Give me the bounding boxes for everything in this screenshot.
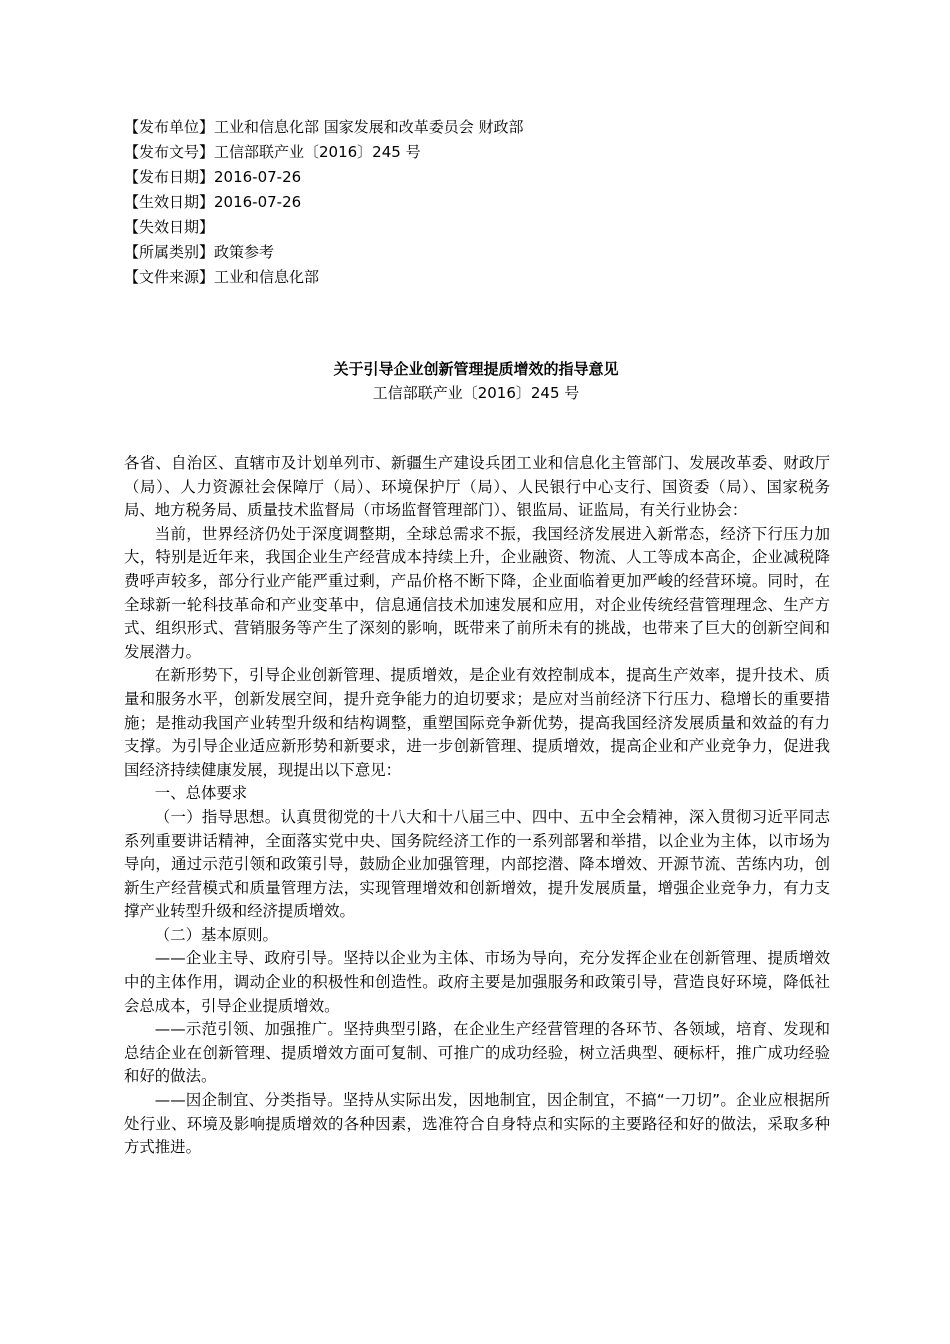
document-title: 关于引导企业创新管理提质增效的指导意见 [333, 360, 619, 378]
meta-doc-number: 【发布文号】工信部联产业〔2016〕245 号 [124, 143, 421, 161]
principle-paragraph: ——因企制宜、分类指导。坚持从实际出发，因地制宜，因企制宜，不搞“一刀切”。企业应根据所处行业、环境及影响提质增效的各种因素，选准符合自身特点和实际的主要路径和好的做法，采取多种方式推进。 [124, 1091, 830, 1157]
meta-source: 【文件来源】工业和信息化部 [124, 268, 320, 286]
body-paragraph: 当前，世界经济仍处于深度调整期，全球总需求不振，我国经济发展进入新常态，经济下行压力加大，特别是近年来，我国企业生产经营成本持续上升，企业融资、物流、人工等成本高企，企业减税降费呼声较多，部分行业产能严重过剩，产品价格不断下降，企业面临着更加严峻的经营环境。同时，在全球新一轮科技革命和产业变革中，信息通信技术加速发展和应用，对企业传统经营管理理念、生产方式、组织形式、营销服务等产生了深刻的影响，既带来了前所未有的挑战，也带来了巨大的创新空间和发展潜力。 [124, 524, 830, 661]
body-paragraph: 在新形势下，引导企业创新管理、提质增效，是企业有效控制成本，提高生产效率，提升技术、质量和服务水平，创新发展空间，提升竞争能力的迫切要求；是应对当前经济下行压力、稳增长的重要措施；是推动我国产业转型升级和结构调整，重塑国际竞争新优势，提高我国经济发展质量和效益的有力支撑。为引导企业适应新形势和新要求，进一步创新管理、提质增效，提高企业和产业竞争力，促进我国经济持续健康发展，现提出以下意见： [124, 666, 830, 779]
document-metadata [124, 115, 824, 290]
document-number: 工信部联产业〔2016〕245 号 [372, 384, 580, 402]
principle-paragraph: ——示范引领、加强推广。坚持典型引路，在企业生产经营管理的各环节、各领域，培育、发现和总结企业在创新管理、提质增效方面可复制、可推广的成功经验，树立活典型、硬标杆，推广成功经验和好的做法。 [124, 1020, 830, 1086]
meta-issuer: 【发布单位】工业和信息化部 国家发展和改革委员会 财政部 [124, 118, 524, 136]
meta-category: 【所属类别】政策参考 [124, 243, 275, 261]
subsection-heading: （二）基本原则。 [154, 925, 278, 944]
section-heading: 一、总体要求 [154, 784, 248, 803]
meta-effective-date: 【生效日期】2016-07-26 [124, 193, 302, 211]
addressee-paragraph: 各省、自治区、直辖市及计划单列市、新疆生产建设兵团工业和信息化主管部门、发展改革委、财政厅（局）、人力资源社会保障厅（局）、环境保护厅（局）、人民银行中心支行、国资委（局）、国家税务局、地方税务局、质量技术监督局（市场监督管理部门）、银监局、证监局，有关行业协会： [124, 454, 830, 520]
principle-paragraph: ——企业主导、政府引导。坚持以企业为主体、市场为导向，充分发挥企业在创新管理、提质增效中的主体作用，调动企业的积极性和创造性。政府主要是加强服务和政策引导，营造良好环境，降低社会总成本，引导企业提质增效。 [124, 949, 830, 1015]
body-paragraph: （一）指导思想。认真贯彻党的十八大和十八届三中、四中、五中全会精神，深入贯彻习近平同志系列重要讲话精神，全面落实党中央、国务院经济工作的一系列部署和举措，以企业为主体，以市场为导向，通过示范引领和政策引导，鼓励企业加强管理，内部挖潜、降本增效、开源节流、苦练内功，创新生产经营模式和质量管理方法，实现管理增效和创新增效，提升发展质量，增强企业竞争力，有力支撑产业转型升级和经济提质增效。 [124, 807, 830, 921]
document-body [124, 452, 830, 1160]
title-block [124, 357, 828, 405]
meta-issue-date: 【发布日期】2016-07-26 [124, 168, 302, 186]
meta-expiry-date: 【失效日期】 [124, 218, 215, 236]
